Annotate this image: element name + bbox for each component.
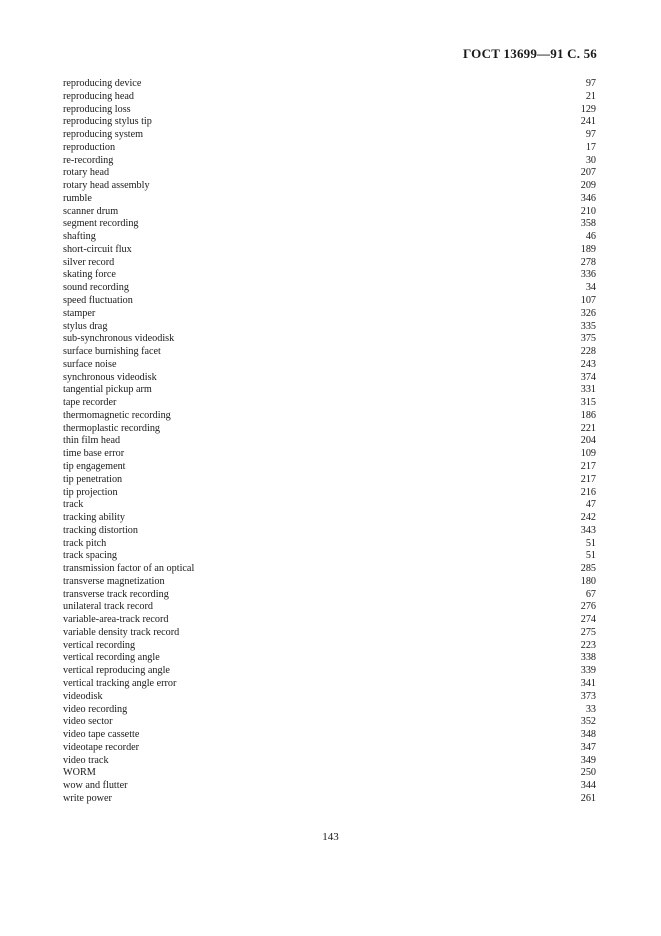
index-term-number: 21 [585, 90, 596, 102]
index-term: tracking distortion [63, 524, 138, 536]
index-entry [63, 755, 596, 768]
index-entry [63, 665, 596, 678]
index-term-number: 375 [580, 333, 596, 345]
index-entry [63, 333, 596, 346]
index-term-number: 331 [580, 384, 596, 396]
index-term-number: 207 [580, 167, 596, 179]
index-term-number: 217 [580, 473, 596, 485]
index-entry [63, 397, 596, 410]
page-number: 143 [322, 831, 339, 843]
index-term-number: 51 [585, 537, 596, 549]
index-term: thin film head [63, 435, 121, 447]
index-term-number: 241 [580, 116, 596, 128]
index-entry [63, 308, 596, 321]
index-entry [63, 678, 596, 691]
index-term: tip projection [63, 486, 118, 498]
index-term-number: 109 [580, 448, 596, 460]
index-entry [63, 116, 596, 129]
index-term: tip engagement [63, 460, 126, 472]
index-entry [63, 372, 596, 385]
index-entry [63, 104, 596, 117]
index-entry [63, 487, 596, 500]
index-term-number: 338 [580, 652, 596, 664]
index-term-number: 344 [580, 780, 596, 792]
index-term: rotary head [63, 167, 110, 179]
index-term: skating force [63, 269, 116, 281]
index-entry [63, 512, 596, 525]
index-entry [63, 652, 596, 665]
index-entry [63, 410, 596, 423]
index-term-number: 97 [585, 129, 596, 141]
index-entry [63, 729, 596, 742]
index-term: reproduction [63, 141, 116, 153]
index-term-number: 347 [580, 741, 596, 753]
index-term: transverse track recording [63, 588, 169, 600]
index-term-number: 275 [580, 626, 596, 638]
index-term-number: 97 [585, 78, 596, 89]
index-term-number: 30 [585, 154, 596, 166]
index-term-number: 204 [580, 435, 596, 447]
index-term-number: 374 [580, 371, 596, 383]
index-entry [63, 563, 596, 576]
index-term: thermoplastic recording [63, 422, 161, 434]
index-term: silver record [63, 256, 115, 268]
index-term-number: 373 [580, 690, 596, 702]
index-term: rotary head assembly [63, 180, 150, 192]
index-entry [63, 767, 596, 780]
index-term-number: 261 [580, 792, 596, 804]
index-term-number: 186 [580, 409, 596, 421]
index-term-number: 33 [585, 703, 596, 715]
index-entry [63, 295, 596, 308]
index-term: rumble [63, 192, 92, 204]
index-term-number: 341 [580, 677, 596, 689]
index-entry [63, 538, 596, 551]
index-term: vertical recording [63, 639, 136, 651]
index-term: video sector [63, 716, 113, 728]
index-term-number: 180 [580, 575, 596, 587]
index-term-number: 209 [580, 180, 596, 192]
index-entry [63, 321, 596, 334]
index-entry [63, 167, 596, 180]
index-term: track [63, 499, 84, 511]
index-term: vertical reproducing angle [63, 665, 170, 677]
index-term-number: 315 [580, 397, 596, 409]
index-term-number: 210 [580, 205, 596, 217]
index-term: thermomagnetic recording [63, 409, 171, 421]
index-entry [63, 91, 596, 104]
index-term-number: 129 [580, 103, 596, 115]
index-entry [63, 691, 596, 704]
index-term-number: 107 [580, 295, 596, 307]
index-term: surface noise [63, 358, 117, 370]
index-entry [63, 359, 596, 372]
index-term: vertical tracking angle error [63, 677, 177, 689]
index-entry [63, 704, 596, 717]
index-term: shafting [63, 231, 96, 243]
index-entry [63, 269, 596, 282]
index-entry [63, 576, 596, 589]
index-term: variable-area-track record [63, 614, 169, 626]
index-term: video tape cassette [63, 729, 140, 741]
index-entry [63, 435, 596, 448]
index-term: reproducing head [63, 90, 134, 102]
index-entry [63, 206, 596, 219]
index-entry [63, 640, 596, 653]
index-entry [63, 180, 596, 193]
index-entry [63, 244, 596, 257]
index-entry [63, 448, 596, 461]
index-term-number: 189 [580, 243, 596, 255]
index-term-number: 17 [585, 141, 596, 153]
index-term: video track [63, 754, 109, 766]
index-entry [63, 499, 596, 512]
index-entry [63, 346, 596, 359]
index-term-number: 47 [585, 499, 596, 511]
index-term-number: 339 [580, 665, 596, 677]
index-entry [63, 780, 596, 793]
index-entry [63, 423, 596, 436]
index-list [63, 78, 596, 806]
index-term: track pitch [63, 537, 107, 549]
index-term-number: 358 [580, 218, 596, 230]
index-term: track spacing [63, 550, 118, 562]
index-term: videodisk [63, 690, 103, 702]
index-term-number: 51 [585, 550, 596, 562]
index-entry [63, 384, 596, 397]
index-term: unilateral track record [63, 601, 153, 613]
index-term-number: 243 [580, 358, 596, 370]
index-term-number: 34 [585, 282, 596, 294]
index-term-number: 352 [580, 716, 596, 728]
index-term-number: 217 [580, 460, 596, 472]
index-term: WORM [63, 767, 96, 779]
index-entry [63, 218, 596, 231]
index-term-number: 343 [580, 524, 596, 536]
index-term: vertical recording angle [63, 652, 160, 664]
index-entry [63, 78, 596, 91]
index-term: time base error [63, 448, 125, 460]
index-entry [63, 257, 596, 270]
index-entry [63, 525, 596, 538]
index-entry [63, 155, 596, 168]
index-entry [63, 550, 596, 563]
index-entry [63, 231, 596, 244]
index-term: video recording [63, 703, 128, 715]
index-term: sub-synchronous videodisk [63, 333, 175, 345]
index-term: scanner drum [63, 205, 119, 217]
index-term: stamper [63, 307, 96, 319]
index-term-number: 216 [580, 486, 596, 498]
index-term-number: 346 [580, 192, 596, 204]
index-term: transmission factor of an optical [63, 563, 195, 575]
index-term-number: 221 [580, 422, 596, 434]
index-entry [63, 742, 596, 755]
index-term-number: 223 [580, 639, 596, 651]
index-term-number: 278 [580, 256, 596, 268]
index-term: reproducing system [63, 129, 144, 141]
index-term-number: 242 [580, 512, 596, 524]
index-term: short-circuit flux [63, 243, 132, 255]
index-term-number: 250 [580, 767, 596, 779]
index-term: segment recording [63, 218, 139, 230]
index-term: tip penetration [63, 473, 123, 485]
index-entry [63, 461, 596, 474]
index-term: stylus drag [63, 320, 108, 332]
index-term-number: 46 [585, 231, 596, 243]
index-term: write power [63, 792, 112, 804]
index-entry [63, 716, 596, 729]
index-term: speed fluctuation [63, 295, 133, 307]
index-term-number: 326 [580, 307, 596, 319]
index-term: tape recorder [63, 397, 117, 409]
index-term: variable density track record [63, 626, 180, 638]
index-entry [63, 589, 596, 602]
index-term: tangential pickup arm [63, 384, 152, 396]
index-entry [63, 627, 596, 640]
index-term-number: 67 [585, 588, 596, 600]
index-entry [63, 614, 596, 627]
index-term: synchronous videodisk [63, 371, 157, 383]
index-entry [63, 793, 596, 806]
index-term-number: 276 [580, 601, 596, 613]
index-term: videotape recorder [63, 741, 140, 753]
index-entry [63, 282, 596, 295]
index-term: surface burnishing facet [63, 346, 161, 358]
index-term-number: 285 [580, 563, 596, 575]
index-term: tracking ability [63, 512, 125, 524]
index-term-number: 335 [580, 320, 596, 332]
index-term: sound recording [63, 282, 129, 294]
index-entry [63, 193, 596, 206]
index-term-number: 228 [580, 346, 596, 358]
index-entry [63, 474, 596, 487]
index-term: reproducing device [63, 78, 142, 89]
index-entry [63, 129, 596, 142]
index-term: reproducing loss [63, 103, 131, 115]
index-entry [63, 142, 596, 155]
page-header: ГОСТ 13699—91 С. 56 [463, 46, 597, 61]
index-term: transverse magnetization [63, 575, 165, 587]
index-term: wow and flutter [63, 780, 128, 792]
index-term-number: 348 [580, 729, 596, 741]
index-entry [63, 601, 596, 614]
index-term-number: 349 [580, 754, 596, 766]
index-term: re-recording [63, 154, 114, 166]
index-term-number: 336 [580, 269, 596, 281]
index-term-number: 274 [580, 614, 596, 626]
index-term: reproducing stylus tip [63, 116, 152, 128]
